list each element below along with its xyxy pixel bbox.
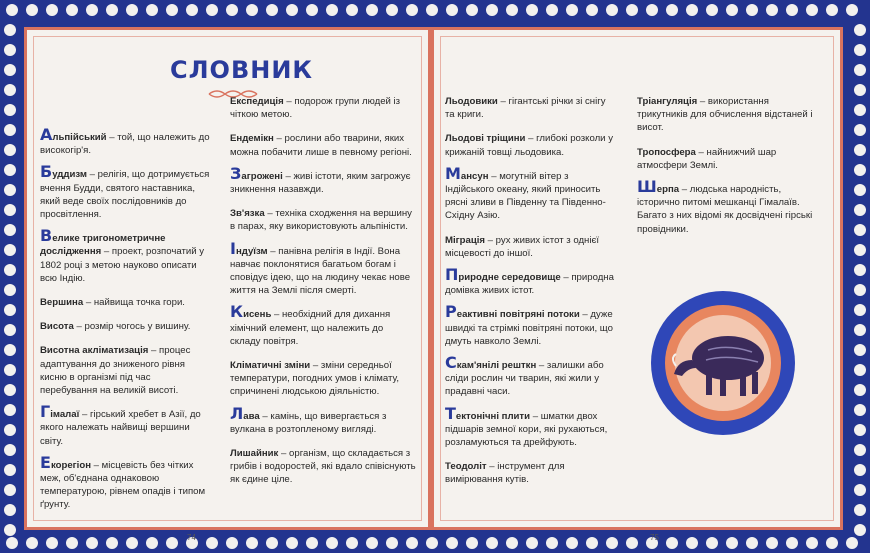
border-dot	[386, 4, 398, 16]
border-dot	[854, 344, 866, 356]
glossary-entry	[445, 265, 617, 297]
entry-initial: П	[445, 265, 459, 285]
entry-term: елике тригонометричне дослідження	[40, 233, 166, 258]
border-dot	[854, 384, 866, 396]
border-dot	[206, 537, 218, 549]
entry-initial: М	[445, 163, 461, 183]
entry-initial: В	[40, 226, 53, 246]
border-dot	[4, 184, 16, 196]
border-dot	[186, 4, 198, 16]
entry-initial: Е	[40, 452, 51, 472]
border-dot	[786, 537, 798, 549]
glossary-entry	[445, 403, 617, 450]
glossary-entry	[230, 403, 416, 436]
entry-term: еактивні повітряні потоки	[456, 309, 580, 321]
entry-definition: – місцевість без чітких меж, об'єднана однаковою температурою, рівнем опадів і типом ґрунту.	[40, 459, 206, 511]
border-dot	[854, 164, 866, 176]
entry-initial: А	[40, 125, 53, 144]
border-dot	[426, 537, 438, 549]
border-dot	[854, 364, 866, 376]
border-dot	[4, 524, 16, 536]
border-dot	[4, 404, 16, 416]
entry-term: Вершина	[40, 297, 84, 309]
border-dot	[326, 537, 338, 549]
border-dot	[46, 537, 58, 549]
border-dot	[4, 384, 16, 396]
border-dot	[46, 4, 58, 16]
entry-term: Ендемікн	[230, 133, 274, 145]
border-dot	[26, 537, 38, 549]
border-dot	[406, 4, 418, 16]
entry-term: льпійський	[52, 132, 107, 143]
page-number-right: 75	[650, 533, 659, 542]
border-dot	[4, 144, 16, 156]
border-dot	[146, 4, 158, 16]
border-dot	[854, 84, 866, 96]
border-dot	[406, 537, 418, 549]
entry-definition: – рослини або тварини, яких можна побачити лише в певному регіоні.	[230, 133, 412, 158]
border-dot	[826, 4, 838, 16]
page-title: СЛОВНИК	[170, 56, 314, 84]
border-dot	[566, 4, 578, 16]
border-dot	[106, 4, 118, 16]
border-dot	[466, 4, 478, 16]
entry-term: ава	[243, 410, 260, 422]
border-dot	[854, 424, 866, 436]
entry-definition: – гірський хребет в Азії, до якого належать найвищі вершини світу.	[40, 409, 201, 447]
border-dot	[854, 44, 866, 56]
border-dot	[466, 537, 478, 549]
border-dot	[286, 4, 298, 16]
entry-definition: – природна домівка живих істот.	[445, 272, 614, 297]
border-dot	[4, 84, 16, 96]
glossary-entry	[230, 163, 416, 196]
entry-definition: – камінь, що вивергається з вулкана в розтопленому вигляді.	[230, 410, 387, 435]
border-dot	[6, 4, 18, 16]
entry-term: ансун	[460, 170, 489, 182]
border-dot	[854, 204, 866, 216]
border-dot	[566, 537, 578, 549]
glossary-entry	[40, 317, 210, 333]
border-dot	[4, 264, 16, 276]
glossary-entry	[637, 177, 817, 236]
entry-initial: Т	[445, 403, 456, 423]
glossary-entry	[230, 204, 416, 233]
border-dot	[366, 537, 378, 549]
border-dot	[246, 537, 258, 549]
border-dot	[86, 4, 98, 16]
border-dot	[446, 537, 458, 549]
border-dot	[546, 537, 558, 549]
border-dot	[806, 4, 818, 16]
border-dot	[346, 4, 358, 16]
border-dot	[246, 4, 258, 16]
border-dot	[666, 537, 678, 549]
border-dot	[766, 4, 778, 16]
yak-icon	[648, 288, 798, 438]
entry-definition: – використання трикутників для обчислення відстаней і висот.	[637, 96, 813, 134]
border-dot	[4, 324, 16, 336]
border-dot	[166, 537, 178, 549]
border-dot	[854, 284, 866, 296]
border-dot	[686, 4, 698, 16]
border-dot	[546, 4, 558, 16]
border-dot	[526, 537, 538, 549]
border-dot	[854, 184, 866, 196]
border-dot	[4, 44, 16, 56]
entry-definition: – необхідний для дихання хімічний елемент, що належить до складу повітря.	[230, 309, 391, 347]
glossary-entry	[230, 356, 416, 399]
border-dot	[6, 537, 18, 549]
border-dot	[126, 537, 138, 549]
entry-term: Зв'язка	[230, 208, 265, 220]
border-dot	[846, 537, 858, 549]
border-dot	[226, 537, 238, 549]
glossary-entry	[445, 302, 617, 348]
entry-term: Висота	[40, 321, 74, 333]
border-dot	[506, 537, 518, 549]
border-dot	[854, 64, 866, 76]
entry-term: риродне середовище	[458, 272, 561, 284]
border-dot	[4, 364, 16, 376]
border-dot	[586, 537, 598, 549]
page-number-left: 74	[187, 533, 196, 542]
entry-term: Лишайник	[230, 448, 279, 460]
border-dot	[626, 4, 638, 16]
border-dot	[306, 537, 318, 549]
entry-definition: – дуже швидкі та стрімкі повітряні потоки, що дмуть навколо Землі.	[445, 309, 613, 347]
glossary-entry	[445, 92, 617, 121]
entry-definition: – проект, розпочатий у 1802 році з метою науково описати всю Індію.	[40, 246, 205, 284]
entry-definition: – організм, що складається з грибів і водоростей, які вдало співіснують як єдине ціле.	[230, 448, 416, 486]
border-dot	[586, 4, 598, 16]
border-dot	[446, 4, 458, 16]
border-dot	[786, 4, 798, 16]
border-dot	[854, 464, 866, 476]
border-dot	[426, 4, 438, 16]
border-dot	[686, 537, 698, 549]
glossary-entry	[40, 226, 210, 285]
entry-term: исень	[243, 309, 272, 321]
glossary-entry	[40, 402, 210, 448]
border-dot	[106, 537, 118, 549]
entry-term: Висотна акліматизація	[40, 345, 149, 357]
border-dot	[626, 537, 638, 549]
border-dot	[386, 537, 398, 549]
border-dot	[854, 264, 866, 276]
entry-term: Льодовики	[445, 96, 498, 107]
border-dot	[854, 304, 866, 316]
border-dot	[854, 144, 866, 156]
border-dot	[854, 524, 866, 536]
border-dot	[306, 4, 318, 16]
glossary-entry	[445, 457, 617, 486]
entry-definition: – той, що належить до високогір'я.	[40, 132, 210, 157]
border-dot	[206, 4, 218, 16]
border-dot	[4, 444, 16, 456]
border-dot	[854, 444, 866, 456]
entry-definition: – глибокі розколи у крижаній товщі льодовика.	[445, 133, 614, 158]
glossary-entry	[40, 293, 210, 309]
entry-term: Льодові тріщини	[445, 133, 526, 145]
border-dot	[706, 4, 718, 16]
border-dot	[486, 537, 498, 549]
entry-term: корегіон	[50, 459, 91, 471]
border-dot	[4, 244, 16, 256]
entry-definition: – техніка сходження на вершину в парах, яку використовують альпіністи.	[230, 208, 412, 233]
border-dot	[506, 4, 518, 16]
border-dot	[854, 124, 866, 136]
entry-initial: Ш	[637, 177, 657, 197]
entry-term: імалаї	[50, 409, 80, 421]
glossary-entry	[230, 238, 416, 298]
glossary-entry	[40, 162, 210, 221]
entry-term: Теодоліт	[445, 461, 487, 473]
glossary-entry	[40, 125, 210, 157]
entry-definition: – могутній вітер з Індійського океану, який приносить рясні зливи в Південну та Південно-Східну Азію.	[445, 170, 606, 222]
border-dot	[226, 4, 238, 16]
entry-term: уддизм	[52, 169, 88, 181]
border-dot	[854, 504, 866, 516]
entry-definition: – людська народність, історично питомі мешканці Гімалаїв. Багато з них відомі як досвідчені гірські провідники.	[637, 184, 813, 235]
border-dot	[346, 537, 358, 549]
entry-initial: І	[230, 238, 236, 258]
border-dot	[266, 537, 278, 549]
border-dot	[854, 244, 866, 256]
border-dot	[854, 484, 866, 496]
border-dot	[4, 104, 16, 116]
border-dot	[726, 4, 738, 16]
border-dot	[4, 204, 16, 216]
glossary-entry	[40, 341, 210, 397]
border-dot	[766, 537, 778, 549]
glossary-entry	[230, 444, 416, 487]
border-dot	[26, 4, 38, 16]
glossary-entry	[637, 143, 817, 172]
border-dot	[746, 4, 758, 16]
border-dot	[326, 4, 338, 16]
entry-term: ерпа	[656, 184, 680, 196]
entry-term: ндуїзм	[235, 245, 268, 257]
border-dot	[4, 484, 16, 496]
entry-term: Тріангуляція	[637, 96, 698, 107]
border-dot	[146, 537, 158, 549]
entry-definition: – рух живих істот з однієї місцевості до іншої.	[445, 234, 600, 259]
border-dot	[806, 537, 818, 549]
glossary-column-right-1	[445, 92, 617, 495]
border-dot	[4, 464, 16, 476]
entry-definition: – гігантські річки зі снігу та криги.	[445, 96, 606, 121]
glossary-entry	[445, 129, 617, 158]
glossary-entry	[230, 92, 416, 121]
glossary-entry	[230, 129, 416, 158]
border-dot	[286, 537, 298, 549]
border-dot	[166, 4, 178, 16]
border-dot	[4, 304, 16, 316]
border-dot	[4, 504, 16, 516]
border-dot	[86, 537, 98, 549]
entry-definition: – інструмент для вимірювання кутів.	[445, 461, 565, 486]
border-dot	[854, 224, 866, 236]
border-dot	[4, 284, 16, 296]
border-dot	[4, 424, 16, 436]
entry-definition: – шматки двох підшарів земної кори, які рухаються, розламуються та дрейфують.	[445, 410, 608, 449]
border-dot	[266, 4, 278, 16]
border-dot	[66, 537, 78, 549]
border-dot	[854, 24, 866, 36]
entry-definition: – залишки або сліди рослин чи тварин, які жили у прадавні часи.	[445, 360, 604, 398]
entry-term: Експедиція	[230, 96, 284, 107]
entry-term: Кліматичні зміни	[230, 360, 311, 372]
glossary-entry	[637, 92, 817, 135]
glossary-entry	[445, 231, 617, 260]
entry-definition: – панівна релігія в Індії. Вона навчає поклонятися багатьом богам і сповідує ідею, що на людину чекає нове життя на Землі після смерті.	[230, 245, 411, 297]
border-dot	[666, 4, 678, 16]
border-dot	[826, 537, 838, 549]
entry-definition: – живі істоти, яким загрожує зникнення назавжди.	[230, 170, 411, 196]
border-dot	[4, 64, 16, 76]
border-dot	[366, 4, 378, 16]
entry-initial: Р	[445, 302, 457, 322]
entry-definition: – зміни середньої температури, погодних умов і клімату, спричинені людською діяльністю.	[230, 360, 400, 398]
border-dot	[4, 164, 16, 176]
border-dot	[846, 4, 858, 16]
glossary-entry	[230, 302, 416, 348]
glossary-column-left-1	[40, 125, 210, 520]
entry-definition: – найвища точка гори.	[83, 297, 185, 309]
border-dot	[4, 224, 16, 236]
border-dot	[606, 537, 618, 549]
entry-definition: – найнижчий шар атмосфери Землі.	[637, 146, 777, 171]
border-dot	[126, 4, 138, 16]
entry-initial: С	[445, 353, 457, 373]
entry-term: кам'янілі решткн	[456, 360, 537, 372]
border-dot	[706, 537, 718, 549]
glossary-entry	[445, 163, 617, 223]
glossary-column-right-2	[637, 92, 817, 244]
entry-initial: З	[230, 163, 242, 183]
glossary-entry	[445, 353, 617, 399]
entry-term: агрожені	[241, 170, 283, 182]
glossary-column-left-2	[230, 92, 416, 495]
entry-initial: Г	[40, 402, 51, 422]
border-dot	[726, 537, 738, 549]
border-dot	[746, 537, 758, 549]
border-dot	[854, 404, 866, 416]
entry-definition: – релігія, що дотримується вчення Будди, святого наставника, який веде своїх послідовників до просвітлення.	[40, 169, 210, 221]
glossary-entry	[40, 452, 210, 512]
border-dot	[4, 344, 16, 356]
border-dot	[606, 4, 618, 16]
border-dot	[526, 4, 538, 16]
entry-definition: – розмір чогось у вишину.	[73, 321, 191, 333]
border-dot	[646, 4, 658, 16]
entry-initial: Б	[40, 162, 53, 182]
entry-definition: – процес адаптування до зниженого рівня кисню в організмі під час перебування на великій висоті.	[40, 345, 191, 397]
border-dot	[66, 4, 78, 16]
border-dot	[854, 324, 866, 336]
entry-term: Міграція	[445, 234, 486, 246]
border-dot	[486, 4, 498, 16]
entry-term: ектонічні плити	[455, 410, 531, 422]
border-dot	[854, 104, 866, 116]
entry-initial: Л	[230, 403, 244, 423]
border-dot	[4, 24, 16, 36]
border-dot	[4, 124, 16, 136]
entry-term: Тропосфера	[637, 146, 696, 158]
entry-initial: К	[230, 302, 244, 322]
entry-definition: – подорож групи людей із чіткою метою.	[230, 96, 401, 121]
